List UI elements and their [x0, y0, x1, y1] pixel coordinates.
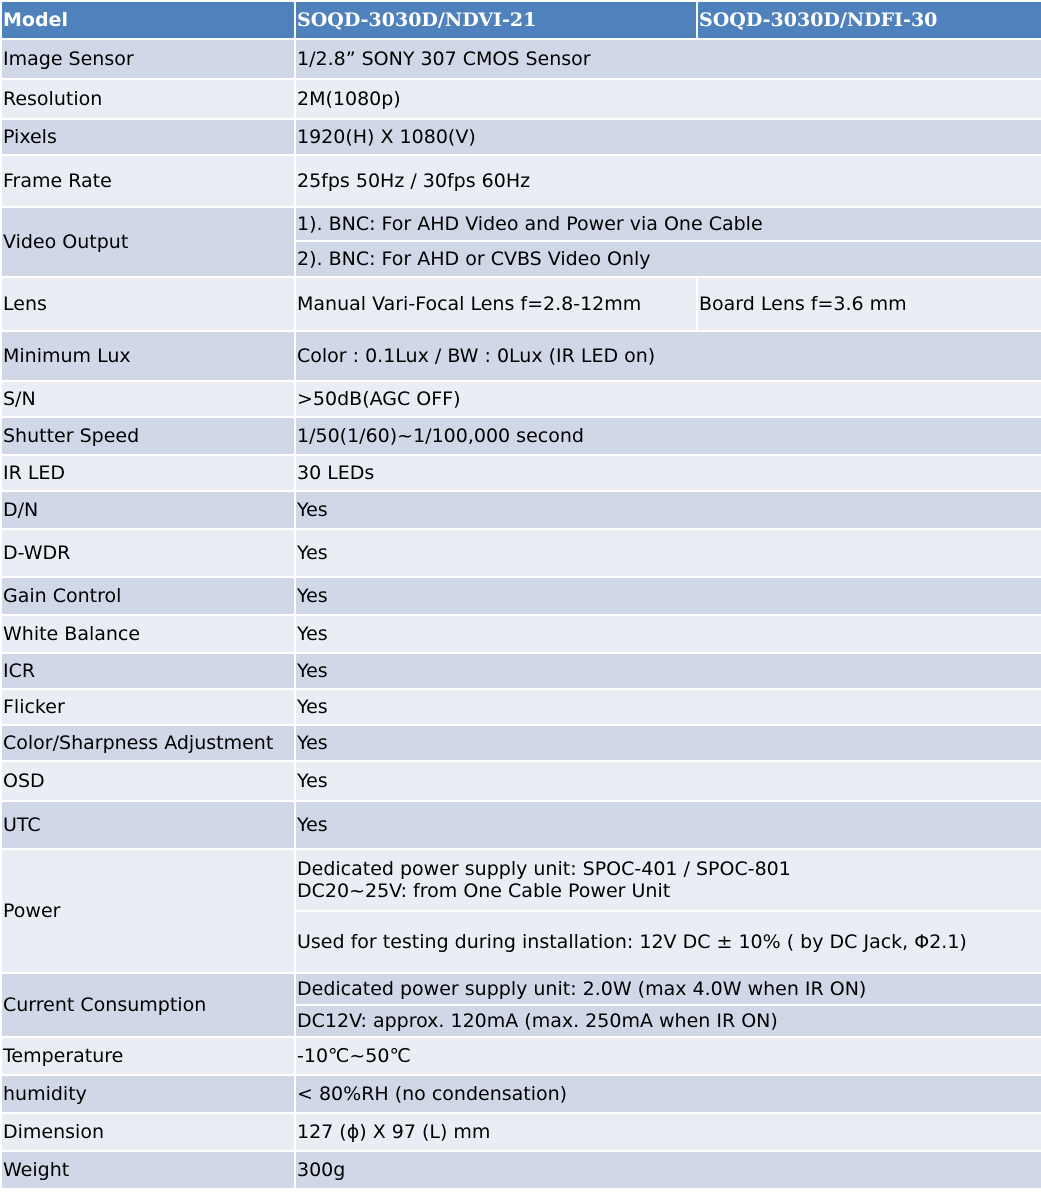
row-label: Frame Rate — [1, 155, 295, 207]
row-label: Shutter Speed — [1, 417, 295, 455]
row-value: Used for testing during installation: 12V DC ± 10% ( by DC Jack, Φ2.1) — [295, 911, 1041, 973]
row-resolution — [1, 79, 1041, 119]
row-lens — [1, 277, 1041, 331]
row-label: D-WDR — [1, 529, 295, 577]
row-value: DC12V: approx. 120mA (max. 250mA when IR ON) — [295, 1005, 1041, 1037]
row-value: Dedicated power supply unit: 2.0W (max 4.0W when IR ON) — [295, 973, 1041, 1005]
row-dimension — [1, 1113, 1041, 1151]
row-label: Power — [1, 849, 295, 973]
row-image-sensor — [1, 39, 1041, 79]
row-utc — [1, 801, 1041, 849]
power-line-2: DC20~25V: from One Cable Power Unit — [297, 880, 671, 902]
row-temperature — [1, 1037, 1041, 1075]
row-icr — [1, 653, 1041, 689]
header-row — [1, 1, 1041, 39]
row-label: OSD — [1, 761, 295, 801]
row-label: ICR — [1, 653, 295, 689]
row-label: humidity — [1, 1075, 295, 1113]
row-value: Yes — [295, 653, 1041, 689]
row-dn — [1, 491, 1041, 529]
row-label: Color/Sharpness Adjustment — [1, 725, 295, 761]
row-value: Yes — [295, 615, 1041, 653]
row-minimum-lux — [1, 331, 1041, 381]
row-value: 1/2.8” SONY 307 CMOS Sensor — [295, 39, 1041, 79]
row-value: 1920(H) X 1080(V) — [295, 119, 1041, 155]
model-label-header: Model — [1, 1, 295, 39]
row-value: 300g — [295, 1151, 1041, 1189]
row-value: 127 (ɸ) X 97 (L) mm — [295, 1113, 1041, 1151]
row-value: Yes — [295, 689, 1041, 725]
row-weight — [1, 1151, 1041, 1189]
row-value: 2M(1080p) — [295, 79, 1041, 119]
row-value: Yes — [295, 491, 1041, 529]
row-label: Video Output — [1, 207, 295, 277]
row-video-output-1 — [1, 207, 1041, 241]
row-label: Weight — [1, 1151, 295, 1189]
row-label: Temperature — [1, 1037, 295, 1075]
row-value: Yes — [295, 801, 1041, 849]
row-value: 30 LEDs — [295, 455, 1041, 491]
power-line-1: Dedicated power supply unit: SPOC-401 / SPOC-801 — [297, 858, 791, 880]
row-label: Gain Control — [1, 577, 295, 615]
model-b-header: SOQD-3030D/NDFI-30 — [697, 1, 1041, 39]
row-value: -10℃~50℃ — [295, 1037, 1041, 1075]
row-current-consumption-1 — [1, 973, 1041, 1005]
row-flicker — [1, 689, 1041, 725]
row-value: < 80%RH (no condensation) — [295, 1075, 1041, 1113]
row-value: 1/50(1/60)~1/100,000 second — [295, 417, 1041, 455]
row-value: Yes — [295, 725, 1041, 761]
row-label: IR LED — [1, 455, 295, 491]
row-value: Yes — [295, 761, 1041, 801]
row-label: Image Sensor — [1, 39, 295, 79]
row-value: 1). BNC: For AHD Video and Power via One Cable — [295, 207, 1041, 241]
row-pixels — [1, 119, 1041, 155]
row-label: S/N — [1, 381, 295, 417]
row-white-balance — [1, 615, 1041, 653]
row-label: White Balance — [1, 615, 295, 653]
row-label: Dimension — [1, 1113, 295, 1151]
row-label: UTC — [1, 801, 295, 849]
row-label: Pixels — [1, 119, 295, 155]
row-label: Minimum Lux — [1, 331, 295, 381]
row-value: Yes — [295, 529, 1041, 577]
row-value: Yes — [295, 577, 1041, 615]
row-humidity — [1, 1075, 1041, 1113]
row-ir-led — [1, 455, 1041, 491]
row-label: Flicker — [1, 689, 295, 725]
row-label: Lens — [1, 277, 295, 331]
row-label: Current Consumption — [1, 973, 295, 1037]
row-value-model-b: Board Lens f=3.6 mm — [697, 277, 1041, 331]
row-dwdr — [1, 529, 1041, 577]
row-frame-rate — [1, 155, 1041, 207]
row-label: D/N — [1, 491, 295, 529]
row-gain-control — [1, 577, 1041, 615]
row-sn — [1, 381, 1041, 417]
row-power-1 — [1, 849, 1041, 911]
row-value-model-a: Manual Vari-Focal Lens f=2.8-12mm — [295, 277, 697, 331]
row-value: 2). BNC: For AHD or CVBS Video Only — [295, 241, 1041, 277]
row-shutter-speed — [1, 417, 1041, 455]
row-color-sharpness — [1, 725, 1041, 761]
row-value: Color : 0.1Lux / BW : 0Lux (IR LED on) — [295, 331, 1041, 381]
model-a-header: SOQD-3030D/NDVI-21 — [295, 1, 697, 39]
row-value: 25fps 50Hz / 30fps 60Hz — [295, 155, 1041, 207]
row-value — [295, 849, 1041, 911]
row-value: >50dB(AGC OFF) — [295, 381, 1041, 417]
row-label: Resolution — [1, 79, 295, 119]
row-osd — [1, 761, 1041, 801]
